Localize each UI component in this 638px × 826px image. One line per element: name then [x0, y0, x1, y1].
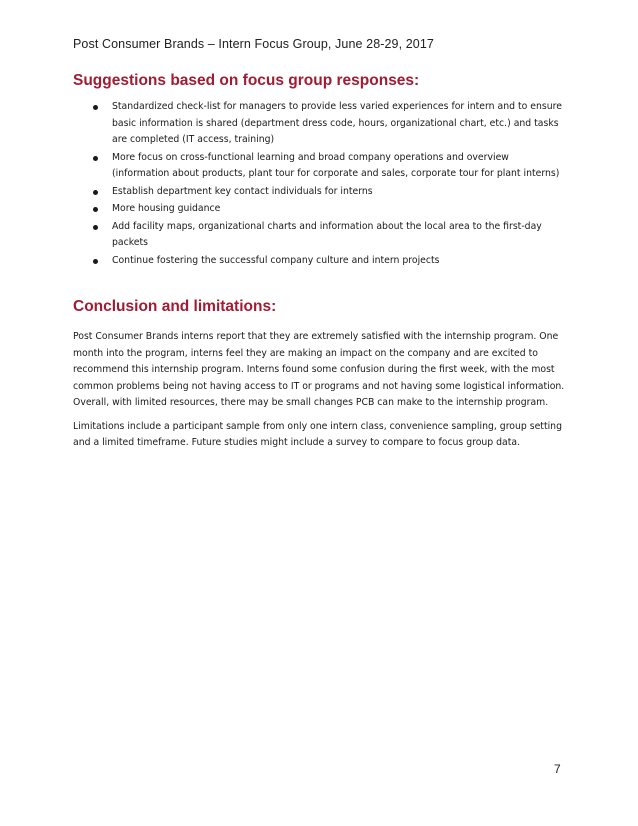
list-item-text: Standardized check-list for managers to provide less varied experiences for intern and to ensure basic information is shared (department dress code, hours, organizational chart, etc.) and tasks are completed (IT access, training) [112, 101, 562, 145]
limitations-paragraph: Limitations include a participant sample from only one intern class, convenience sampling, group setting and a limited timeframe. Future studies might include a survey to compare to focus group data. [73, 420, 562, 448]
conclusion-paragraph: Post Consumer Brands interns report that they are extremely satisfied with the internship program. One month into the program, interns feel they are making an impact on the company and are excited to recommend this internship program. Interns found some confusion during the first week, with the most common problems being not having access to IT or programs and not having some logistical information. Overall, with limited resources, there may be small changes PCB can make to the internship program. [73, 331, 565, 408]
bullet-icon [93, 225, 98, 230]
bullet-icon [93, 259, 98, 264]
bullet-icon [93, 207, 98, 212]
list-item [73, 253, 568, 270]
list-item [73, 99, 568, 149]
list-item [73, 150, 568, 183]
list-item-text: More focus on cross-functional learning and broad company operations and overview (information about products, plant tour for corporate and sales, corporate tour for plant interns) [112, 151, 560, 179]
page-number: 7 [554, 762, 561, 776]
bullet-icon [93, 105, 98, 110]
list-item [73, 219, 568, 252]
conclusion-heading: Conclusion and limitations: [73, 298, 277, 315]
suggestions-list [73, 99, 568, 270]
suggestions-heading: Suggestions based on focus group responses: [73, 72, 420, 89]
list-item-text: Add facility maps, organizational charts and information about the local area to the first-day packets [112, 220, 542, 248]
list-item [73, 201, 568, 218]
list-item-text: More housing guidance [112, 203, 221, 214]
list-item-text: Continue fostering the successful company culture and intern projects [112, 254, 440, 266]
conclusion-body [73, 329, 565, 459]
page-header: Post Consumer Brands – Intern Focus Group, June 28-29, 2017 [73, 37, 434, 51]
bullet-icon [93, 190, 98, 195]
list-item [73, 184, 568, 201]
list-item-text: Establish department key contact individuals for interns [112, 185, 373, 197]
bullet-icon [93, 156, 98, 161]
